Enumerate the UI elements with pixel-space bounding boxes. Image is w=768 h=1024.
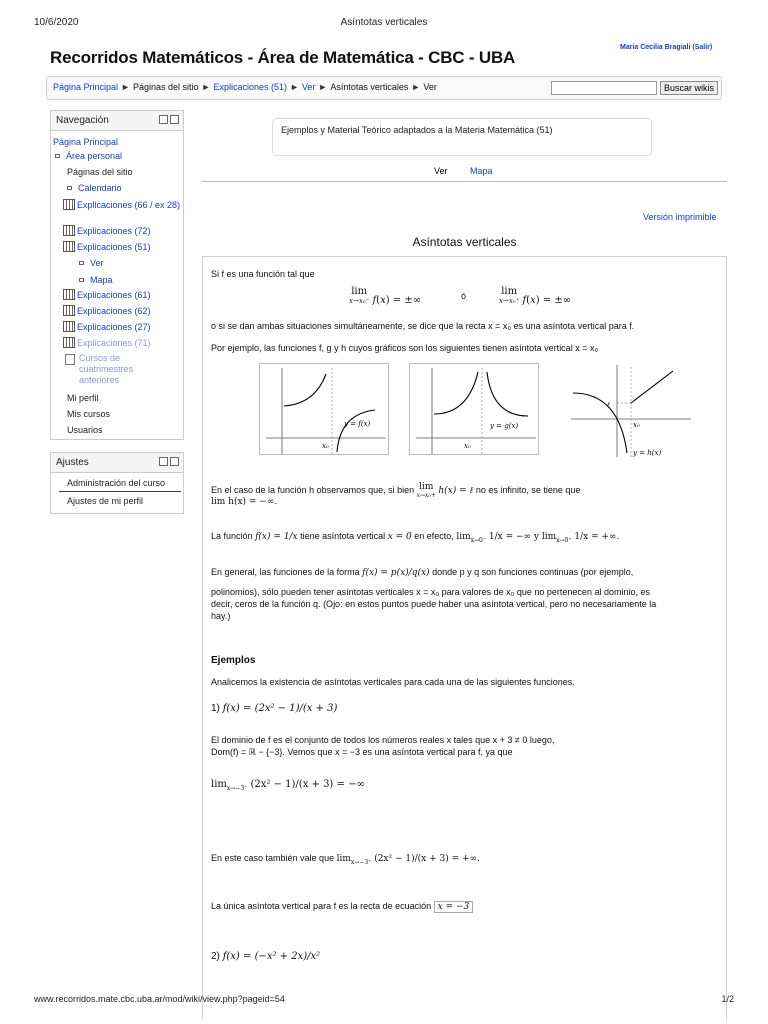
formula-h-inf: lim h(x) = −∞. bbox=[211, 497, 278, 507]
ex1-domain-1: El dominio de f es el conjunto de todos los números reales x tales que x + 3 ≠ 0 luego, bbox=[211, 735, 555, 745]
tab-ver[interactable]: Ver bbox=[434, 166, 448, 176]
formula-ex1-limit-right: $\lim_{x\to-3^+} (2x^2 - 1)/(x + 3)$ = +∞. bbox=[336, 854, 480, 866]
nav-mapa[interactable] bbox=[79, 275, 113, 285]
definition-text: o si se dan ambas situaciones simultáneamente, se dice que la recta x = x₀ es una asíntota vertical para f. bbox=[211, 321, 635, 331]
ex1-also-text: En este caso también vale que bbox=[211, 853, 335, 863]
divider bbox=[59, 491, 181, 492]
expand-icon bbox=[55, 154, 60, 158]
rational-text-4: hay.) bbox=[211, 611, 231, 621]
examples-intro: Analicemos la existencia de asíntotas verticales para cada una de las siguientes funciones. bbox=[211, 677, 575, 687]
graph-f bbox=[259, 363, 389, 455]
rational-text-3: decir, ceros de la función q. (Ojo: en estos puntos puede haber una asíntota vertical, pero no necesariamente la bbox=[211, 599, 657, 609]
wiki-icon bbox=[63, 289, 75, 300]
wiki-icon bbox=[63, 305, 75, 316]
nav-explicaciones-61-label[interactable]: Explicaciones (61) bbox=[77, 290, 151, 300]
site-title[interactable]: Recorridos Matemáticos - Área de Matemática - CBC - UBA bbox=[50, 48, 516, 67]
formula-ex2: f(x) = (−x² + 2x)/x² bbox=[222, 951, 321, 962]
settings-block bbox=[50, 452, 184, 514]
breadcrumb-separator-icon: ► bbox=[289, 82, 299, 92]
printable-version-link[interactable]: Versión imprimible bbox=[643, 212, 717, 222]
rational-text-2: polinomios), sólo pueden tener asíntotas verticales x = x₀ para valores de x₀ que no pertenecen al dominio, es bbox=[211, 587, 650, 597]
example-2 bbox=[211, 951, 320, 962]
nav-courses[interactable]: Mis cursos bbox=[67, 409, 111, 419]
nav-explicaciones-51[interactable] bbox=[63, 241, 151, 252]
breadcrumb-home[interactable]: Página Principal bbox=[53, 82, 119, 92]
navigation-block bbox=[50, 110, 184, 440]
formula-ex1: f(x) = (2x² − 1)/(x + 3) bbox=[222, 703, 338, 714]
nav-ver[interactable] bbox=[79, 258, 104, 268]
nav-explicaciones-72[interactable] bbox=[63, 225, 151, 236]
curve-right bbox=[337, 410, 375, 452]
nav-explicaciones-62-label[interactable]: Explicaciones (62) bbox=[77, 306, 151, 316]
search-input[interactable] bbox=[551, 81, 657, 95]
settings-profile[interactable]: Ajustes de mi perfil bbox=[67, 496, 144, 506]
ex2-label: 2) bbox=[211, 951, 220, 962]
wiki-search bbox=[551, 81, 718, 95]
nav-area[interactable] bbox=[55, 151, 122, 161]
formula-limit-right: lim x→x₀⁺ f(x) = ±∞ bbox=[499, 286, 572, 306]
nav-explicaciones-51-label[interactable]: Explicaciones (51) bbox=[77, 242, 151, 252]
breadcrumb-ver[interactable]: Ver bbox=[301, 82, 316, 92]
block-controls bbox=[159, 457, 179, 466]
rational-text-1b: donde p y q son funciones continuas (por ejemplo, bbox=[432, 567, 634, 577]
graph-h-label: y = h(x) bbox=[633, 449, 662, 457]
formula-h-eq: h(x) = ℓ bbox=[438, 486, 474, 496]
ex1-only bbox=[211, 901, 473, 913]
collapse-icon[interactable] bbox=[159, 115, 168, 124]
wiki-tabs bbox=[202, 166, 727, 182]
nav-explicaciones-62[interactable] bbox=[63, 305, 151, 316]
nav-explicaciones-61[interactable] bbox=[63, 289, 151, 300]
navbar bbox=[46, 76, 722, 100]
breadcrumb-separator-icon: ► bbox=[121, 82, 130, 92]
user-menu-link[interactable]: Maria Cecilia Bragiali (Salir) bbox=[620, 44, 713, 51]
formula-inverse-limits: $\lim_{x\to 0^-} 1/x$ = −∞ y $\lim_{x\to 0^+} 1/x$ = +∞. bbox=[456, 532, 620, 544]
nav-profile[interactable]: Mi perfil bbox=[67, 393, 99, 403]
breadcrumb-separator-icon: ► bbox=[318, 82, 328, 92]
nav-explicaciones-27[interactable] bbox=[63, 321, 151, 332]
nav-ver-label[interactable]: Ver bbox=[90, 258, 104, 268]
folder-icon bbox=[65, 354, 75, 365]
ex1-domain-2: Dom(f) = ℝ − {−3}. Vemos que x = −3 es una asíntota vertical para f, ya que bbox=[211, 747, 513, 757]
graph-g-label: y = g(x) bbox=[490, 422, 519, 430]
nav-explicaciones-71-label[interactable]: Explicaciones (71) bbox=[77, 338, 151, 348]
search-button[interactable]: Buscar wikis bbox=[660, 81, 718, 95]
example-text: Por ejemplo, las funciones f, g y h cuyos gráficos son los siguientes tienen asíntota vertical x = x₀ bbox=[211, 343, 599, 353]
nav-explicaciones-66-label[interactable]: Explicaciones (66 / ex 28) bbox=[77, 200, 181, 210]
nav-calendar-label[interactable]: Calendario bbox=[78, 183, 122, 193]
curve-left bbox=[434, 372, 478, 414]
graph-g-x0: x₀ bbox=[464, 442, 471, 450]
print-header bbox=[34, 17, 734, 28]
formula-inverse: f(x) = 1/x bbox=[255, 532, 298, 542]
print-footer bbox=[34, 994, 734, 1004]
nav-past-courses-label[interactable]: Cursos de cuatrimestres anteriores bbox=[79, 353, 134, 385]
graph-g bbox=[409, 363, 539, 455]
settings-title: Ajustes bbox=[56, 457, 89, 468]
formula-ex1-limit-left: $\lim_{x\to-3^-} (2x^2 - 1)/(x + 3)$ = −∞ bbox=[211, 779, 365, 792]
h-text-1a: En el caso de la función h observamos que, si bien bbox=[211, 485, 415, 495]
wiki-icon bbox=[63, 321, 75, 332]
inverse-text bbox=[211, 531, 619, 546]
expand-icon bbox=[67, 186, 72, 190]
wiki-icon bbox=[63, 337, 75, 348]
nav-explicaciones-72-label[interactable]: Explicaciones (72) bbox=[77, 226, 151, 236]
formula-x0: x = 0 bbox=[387, 532, 412, 542]
graph-h-svg bbox=[569, 363, 693, 459]
nav-home[interactable]: Página Principal bbox=[53, 137, 119, 147]
breadcrumb-page: Asíntotas verticales bbox=[330, 82, 409, 92]
breadcrumb-separator-icon: ► bbox=[201, 82, 211, 92]
footer-page: 1/2 bbox=[721, 994, 734, 1004]
graph-f-svg bbox=[260, 364, 390, 456]
breadcrumb-site-pages: Páginas del sitio bbox=[132, 82, 199, 92]
wiki-icon bbox=[63, 241, 75, 252]
dock-icon[interactable] bbox=[170, 115, 179, 124]
example-1 bbox=[211, 703, 337, 714]
settings-course-admin[interactable]: Administración del curso bbox=[67, 478, 166, 488]
formula-rational: f(x) = p(x)/q(x) bbox=[362, 568, 430, 578]
navigation-header bbox=[51, 111, 183, 131]
curve-right bbox=[631, 371, 673, 403]
navigation-title: Navegación bbox=[56, 115, 109, 126]
tab-mapa[interactable]: Mapa bbox=[470, 166, 493, 176]
h-text-1b: no es infinito, se tiene que bbox=[475, 485, 581, 495]
graph-f-label: y = f(x) bbox=[344, 420, 371, 428]
nav-mapa-label[interactable]: Mapa bbox=[90, 275, 113, 285]
bullet-icon bbox=[79, 261, 84, 265]
inverse-text-b: tiene asíntota vertical bbox=[300, 531, 386, 541]
nav-users[interactable]: Usuarios bbox=[67, 425, 103, 435]
formula-h-limit: lim x→x₀+ bbox=[416, 482, 436, 499]
nav-explicaciones-71[interactable] bbox=[63, 337, 151, 348]
examples-title: Ejemplos bbox=[211, 655, 256, 666]
inverse-text-c: en efecto, bbox=[414, 531, 454, 541]
nav-area-label[interactable]: Área personal bbox=[66, 151, 123, 161]
rational-text-1 bbox=[211, 567, 633, 579]
wiki-content bbox=[202, 256, 727, 1020]
bullet-icon bbox=[79, 278, 84, 282]
ex1-also bbox=[211, 853, 480, 868]
print-date: 10/6/2020 bbox=[34, 17, 79, 28]
nav-past-courses[interactable] bbox=[63, 353, 153, 386]
graph-h bbox=[569, 363, 693, 459]
wiki-page-title: Asíntotas verticales bbox=[412, 235, 517, 249]
or-text: ó bbox=[461, 291, 467, 301]
ex1-only-text: La única asíntota vertical para f es la recta de ecuación bbox=[211, 901, 432, 911]
rational-text-1a: En general, las funciones de la forma bbox=[211, 567, 360, 577]
footer-url: www.recorridos.mate.cbc.uba.ar/mod/wiki/view.php?pageid=54 bbox=[34, 994, 285, 1004]
intro-text: Si f es una función tal que bbox=[211, 269, 315, 279]
graph-g-svg bbox=[410, 364, 540, 456]
graph-h-l: ℓ bbox=[607, 401, 610, 409]
nav-site-pages[interactable]: Páginas del sitio bbox=[67, 167, 133, 177]
wiki-icon bbox=[63, 225, 75, 236]
curve-left bbox=[284, 374, 326, 406]
breadcrumb-explicaciones[interactable]: Explicaciones (51) bbox=[213, 82, 287, 92]
wiki-summary: Ejemplos y Material Teórico adaptados a la Materia Matemática (51) bbox=[272, 118, 652, 156]
graph-f-x0: x₀ bbox=[322, 442, 329, 450]
formula-limit-left: lim x→x₀⁻ f(x) = ±∞ bbox=[349, 286, 422, 306]
block-controls bbox=[159, 115, 179, 124]
breadcrumb-separator-icon: ► bbox=[411, 82, 421, 92]
print-title: Asíntotas verticales bbox=[340, 17, 428, 28]
breadcrumb-current: Ver bbox=[423, 82, 437, 92]
dock-icon[interactable] bbox=[170, 457, 179, 466]
inverse-text-a: La función bbox=[211, 531, 253, 541]
nav-explicaciones-27-label[interactable]: Explicaciones (27) bbox=[77, 322, 151, 332]
nav-explicaciones-66[interactable] bbox=[63, 199, 181, 211]
ex1-equation: x = −3 bbox=[434, 901, 474, 913]
curve-right bbox=[487, 372, 528, 416]
settings-header bbox=[51, 453, 183, 473]
collapse-icon[interactable] bbox=[159, 457, 168, 466]
graph-h-x0: x₀ bbox=[633, 421, 640, 429]
wiki-icon bbox=[63, 199, 75, 210]
ex1-label: 1) bbox=[211, 703, 220, 714]
curve-left bbox=[573, 393, 627, 453]
breadcrumb bbox=[53, 82, 437, 92]
nav-calendar[interactable] bbox=[67, 183, 122, 193]
